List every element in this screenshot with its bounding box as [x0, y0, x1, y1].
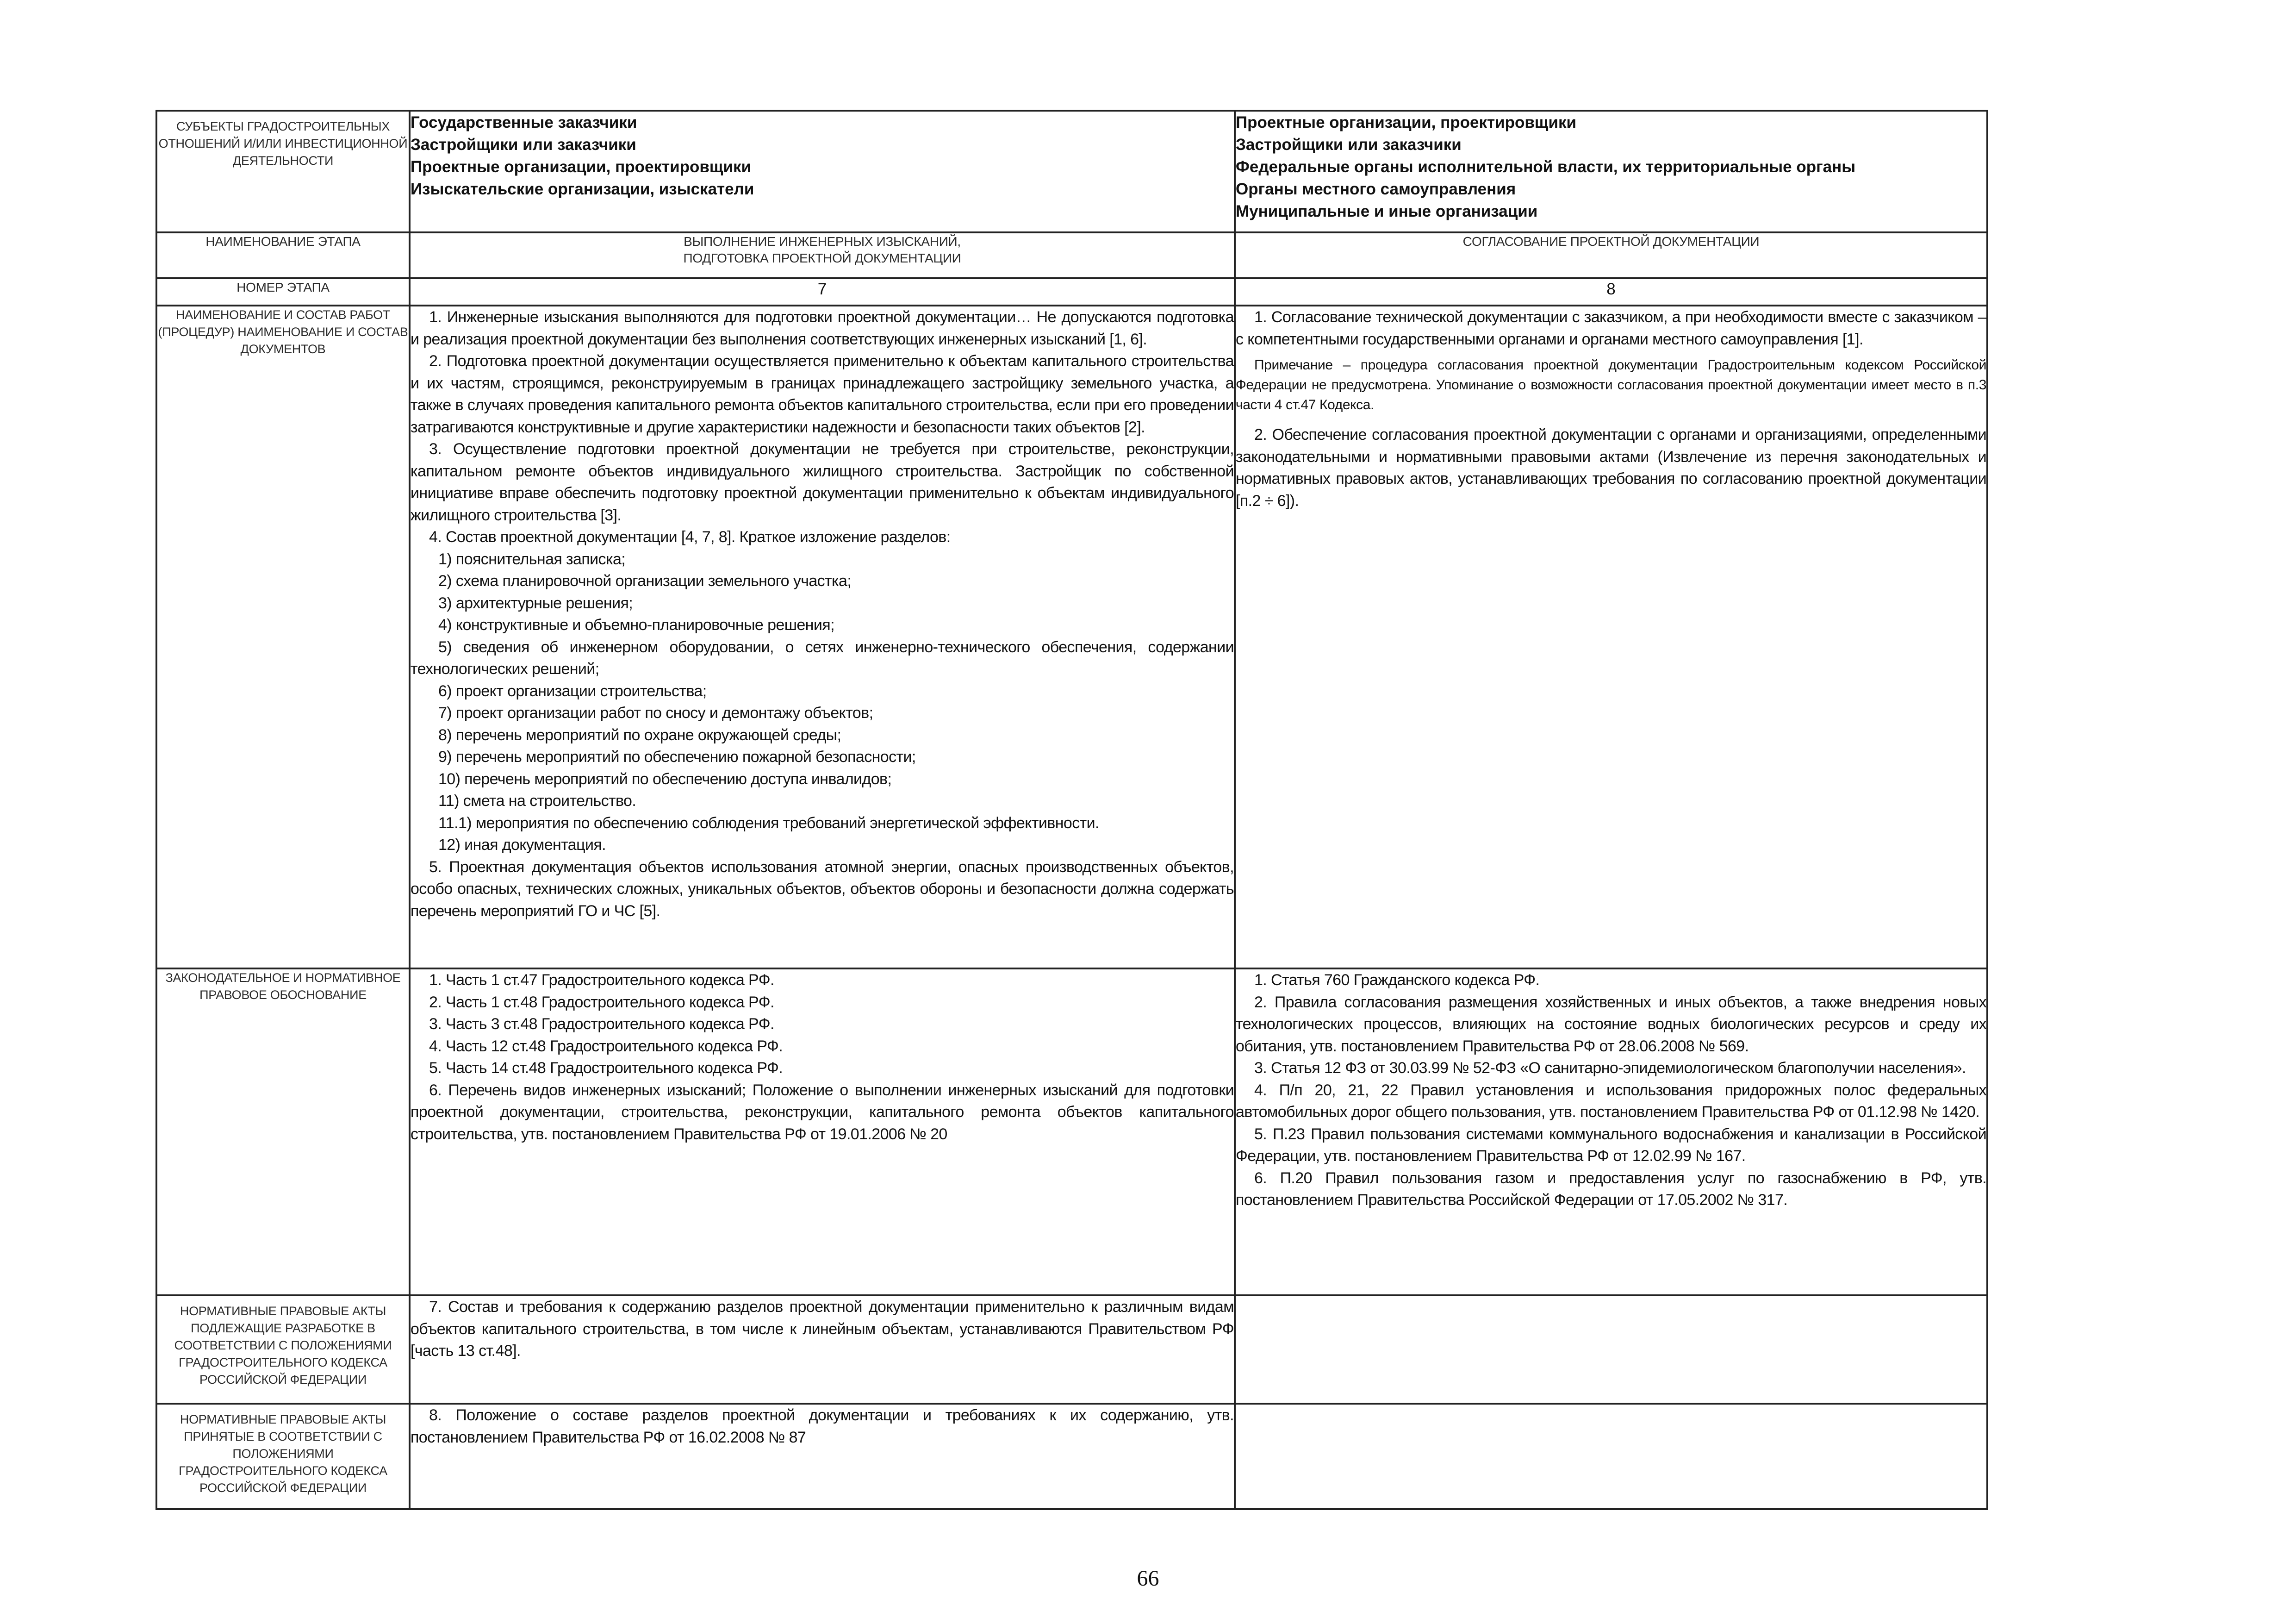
stage-number-row: [156, 278, 1987, 306]
stage-number-label: НОМЕР ЭТАПА: [156, 278, 410, 306]
stage-name-label: НАИМЕНОВАНИЕ ЭТАПА: [156, 232, 410, 278]
stage8-subject: Муниципальные и иные организации: [1236, 202, 1538, 220]
stage8-number: 8: [1235, 278, 1987, 306]
stage8-name: СОГЛАСОВАНИЕ ПРОЕКТНОЙ ДОКУМЕНТАЦИИ: [1235, 232, 1987, 278]
works-list-item: 7) проект организации работ по сносу и демонтажу объектов;: [438, 704, 873, 722]
to-develop-paragraph: 7. Состав и требования к содержанию разделов проектной документации применительно к различным видам объектов капитального строительства, в том числе к линейным объектам, устанавливаются Правительством РФ [часть 13 ст.48].: [411, 1298, 1234, 1360]
legal-paragraph: 1. Часть 1 ст.47 Градостроительного кодекса РФ.: [429, 971, 774, 989]
adopted-paragraph: 8. Положение о составе разделов проектной документации и требованиях к их содержанию, утв. постановлением Правительства РФ от 16.02.2008 № 87: [411, 1406, 1234, 1446]
subjects-label: СУБЪЕКТЫ ГРАДОСТРОИТЕЛЬНЫХ ОТНОШЕНИЙ И/ИЛИ ИНВЕСТИЦИОННОЙ ДЕЯТЕЛЬНОСТИ: [156, 111, 410, 232]
stage7-to-develop: [410, 1295, 1235, 1404]
works-list-item: 11) смета на строительство.: [438, 792, 636, 810]
subjects-row: [156, 111, 1987, 232]
works-paragraph: 4. Состав проектной документации [4, 7, 8]. Краткое изложение разделов:: [429, 528, 951, 546]
works-paragraph: 2. Подготовка проектной документации осуществляется применительно к объектам капитального строительства и их частям, строящимся, реконструируемым в границах принадлежащего застройщику земельного участка, а также в случаях проведения капитального ремонта объектов капитального строительства, если при его проведении затрагиваются конструктивные и другие характеристики надежности и безопасности таких объектов [2].: [411, 352, 1234, 436]
stage8-subject: Застройщики или заказчики: [1236, 136, 1462, 154]
legal-paragraph: 3. Статья 12 ФЗ от 30.03.99 № 52-ФЗ «О санитарно-эпидемиологическом благополучии населения».: [1254, 1059, 1966, 1077]
works-paragraph: 1. Инженерные изыскания выполняются для подготовки проектной документации… Не допускаются подготовка и реализация проектной документации без выполнения соответствующих инженерных изысканий [1, 6].: [411, 308, 1234, 348]
legal-paragraph: 2. Часть 1 ст.48 Градостроительного кодекса РФ.: [429, 993, 774, 1011]
works-label: НАИМЕНОВАНИЕ И СОСТАВ РАБОТ (ПРОЦЕДУР) НАИМЕНОВАНИЕ И СОСТАВ ДОКУМЕНТОВ: [156, 306, 410, 968]
works-row: [156, 306, 1987, 968]
works-paragraph: 2. Обеспечение согласования проектной документации с органами и организациями, определенными законодательными и нормативными правовыми актами (Извлечение из перечня законодательных и нормативных правовых актов, устанавливающих требования по согласованию проектной документации [п.2 ÷ 6]).: [1236, 426, 1986, 510]
works-list-item: 10) перечень мероприятий по обеспечению доступа инвалидов;: [438, 770, 892, 788]
legal-paragraph: 6. П.20 Правил пользования газом и предоставления услуг по газоснабжению в РФ, утв. постановлением Правительства Российской Федерации от 17.05.2002 № 317.: [1236, 1169, 1986, 1209]
works-paragraph: 1. Согласование технической документации с заказчиком, а при необходимости вместе с заказчиком – с компетентными государственными органами и органами местного самоуправления [1].: [1236, 308, 1986, 348]
legal-paragraph: 5. Часть 14 ст.48 Градостроительного кодекса РФ.: [429, 1059, 783, 1077]
stage7-works: [410, 306, 1235, 968]
stage7-adopted: [410, 1404, 1235, 1509]
stage-name-row: [156, 232, 1987, 278]
stage7-subjects: [410, 111, 1235, 232]
stage7-subject: Государственные заказчики: [411, 113, 637, 131]
stage7-subject: Изыскательские организации, изыскатели: [411, 180, 754, 198]
stage7-subject: Застройщики или заказчики: [411, 136, 636, 154]
page-number: 66: [1137, 1566, 1159, 1591]
stage8-works: [1235, 306, 1987, 968]
legal-paragraph: 4. Часть 12 ст.48 Градостроительного кодекса РФ.: [429, 1037, 783, 1055]
legal-label: ЗАКОНОДАТЕЛЬНОЕ И НОРМАТИВНОЕ ПРАВОВОЕ ОБОСНОВАНИЕ: [156, 968, 410, 1295]
works-list-item: 3) архитектурные решения;: [438, 594, 633, 612]
legal-row: [156, 968, 1987, 1295]
spacer: [1236, 415, 1986, 424]
stage8-subject: Органы местного самоуправления: [1236, 180, 1516, 198]
stage7-name-line: ПОДГОТОВКА ПРОЕКТНОЙ ДОКУМЕНТАЦИИ: [683, 251, 961, 265]
works-list-item: 8) перечень мероприятий по охране окружающей среды;: [438, 726, 841, 744]
stage7-subject: Проектные организации, проектировщики: [411, 158, 752, 176]
stage8-legal: [1235, 968, 1987, 1295]
stage7-name: [410, 232, 1235, 278]
works-list-item: 1) пояснительная записка;: [438, 550, 626, 568]
stage7-name-line: ВЫПОЛНЕНИЕ ИНЖЕНЕРНЫХ ИЗЫСКАНИЙ,: [684, 234, 961, 249]
stages-table: [156, 110, 1988, 1510]
to-develop-label: НОРМАТИВНЫЕ ПРАВОВЫЕ АКТЫ ПОДЛЕЖАЩИЕ РАЗРАБОТКЕ В СООТВЕТСТВИИ С ПОЛОЖЕНИЯМИ ГРАДОСТРОИТЕЛЬНОГО КОДЕКСА РОССИЙСКОЙ ФЕДЕРАЦИИ: [156, 1295, 410, 1404]
works-list-item: 11.1) мероприятия по обеспечению соблюдения требований энергетической эффективности.: [438, 814, 1099, 832]
adopted-label: НОРМАТИВНЫЕ ПРАВОВЫЕ АКТЫ ПРИНЯТЫЕ В СООТВЕТСТВИИ С ПОЛОЖЕНИЯМИ ГРАДОСТРОИТЕЛЬНОГО КОДЕКСА РОССИЙСКОЙ ФЕДЕРАЦИИ: [156, 1404, 410, 1509]
works-list-item: 12) иная документация.: [438, 836, 606, 854]
works-note: Примечание – процедура согласования проектной документации Градостроительным кодексом Российской Федерации не предусмотрена. Упоминание о возможности согласования проектной документации имеет место в п.3 части 4 ст.47 Кодекса.: [1236, 357, 1986, 412]
stage7-number: 7: [410, 278, 1235, 306]
stage8-subject: Проектные организации, проектировщики: [1236, 113, 1577, 131]
stage7-legal: [410, 968, 1235, 1295]
legal-paragraph: 3. Часть 3 ст.48 Градостроительного кодекса РФ.: [429, 1015, 774, 1033]
to-develop-row: [156, 1295, 1987, 1404]
works-list-item: 2) схема планировочной организации земельного участка;: [438, 572, 852, 590]
works-paragraph: 5. Проектная документация объектов использования атомной энергии, опасных производственных объектов, особо опасных, технических сложных, уникальных объектов, объектов обороны и безопасности должна содержать перечень мероприятий ГО и ЧС [5].: [411, 858, 1234, 920]
works-list-item: 5) сведения об инженерном оборудовании, о сетях инженерно-технического обеспечения, содержании технологических решений;: [411, 638, 1234, 678]
works-list-item: 9) перечень мероприятий по обеспечению пожарной безопасности;: [438, 748, 916, 766]
stage8-subject: Федеральные органы исполнительной власти, их территориальные органы: [1236, 158, 1856, 176]
legal-paragraph: 2. Правила согласования размещения хозяйственных и иных объектов, а также внедрения новых технологических процессов, влияющих на состояние водных биологических ресурсов и среду их обитания, утв. постановлением Правительства РФ от 28.06.2008 № 569.: [1236, 993, 1986, 1055]
legal-paragraph: 4. П/п 20, 21, 22 Правил установления и использования придорожных полос федеральных автомобильных дорог общего пользования, утв. постановлением Правительства РФ от 01.12.98 № 1420.: [1236, 1081, 1986, 1121]
works-paragraph: 3. Осуществление подготовки проектной документации не требуется при строительстве, реконструкции, капитальном ремонте объектов индивидуального жилищного строительства. Застройщик по собственной инициативе вправе обеспечить подготовку проектной документации применительно к объектам индивидуального жилищного строительства [3].: [411, 440, 1234, 524]
legal-paragraph: 1. Статья 760 Гражданского кодекса РФ.: [1254, 971, 1540, 989]
works-list-item: 4) конструктивные и объемно-планировочные решения;: [438, 616, 834, 634]
legal-paragraph: 5. П.23 Правил пользования системами коммунального водоснабжения и канализации в Российской Федерации, утв. постановлением Правительства РФ от 12.02.99 № 167.: [1236, 1125, 1986, 1165]
legal-paragraph: 6. Перечень видов инженерных изысканий; Положение о выполнении инженерных изысканий для подготовки проектной документации, строительства, реконструкции, капитального ремонта объектов капитального строительства, утв. постановлением Правительства РФ от 19.01.2006 № 20: [411, 1081, 1234, 1143]
stage8-subjects: [1235, 111, 1987, 232]
works-list-item: 6) проект организации строительства;: [438, 682, 707, 700]
stage8-to-develop: [1235, 1295, 1987, 1404]
adopted-row: [156, 1404, 1987, 1509]
stage8-adopted: [1235, 1404, 1987, 1509]
